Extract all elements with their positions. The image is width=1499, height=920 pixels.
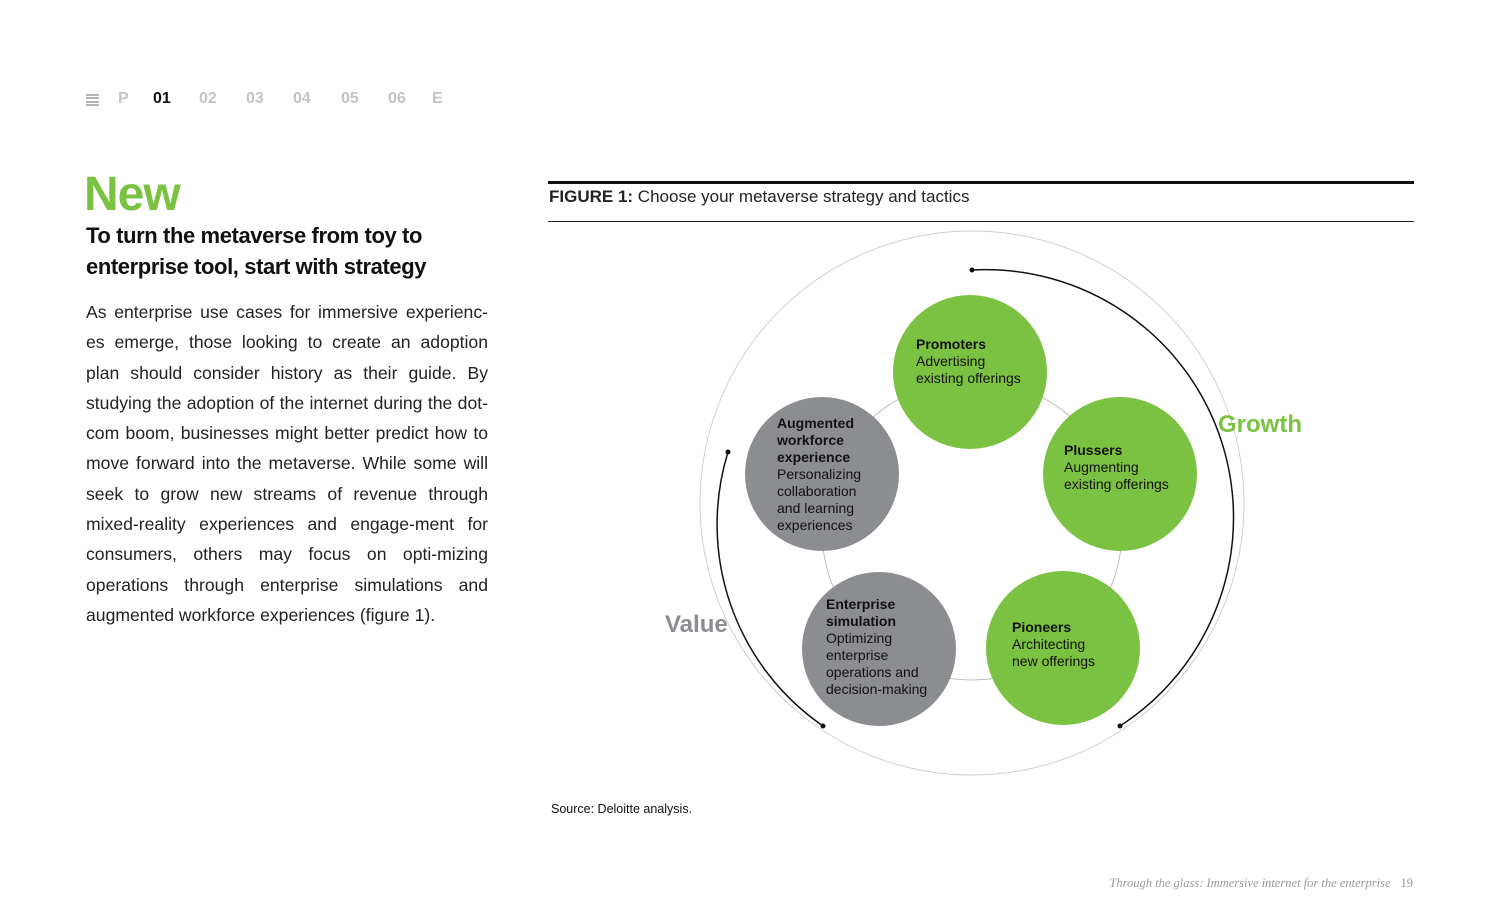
growth-arc-start-dot [970,268,975,273]
plussers-line-1: Augmenting [1064,459,1139,475]
growth-label: Growth [1218,411,1302,438]
value-arc-end-dot [821,724,826,729]
footer-publication: Through the glass: Immersive internet for the enterprise [1109,876,1391,890]
pioneers-line-2: new offerings [1012,653,1096,669]
section-nav [86,90,443,110]
enterprise-simulation-line-2: enterprise [826,647,889,663]
augmented-workforce-line-1: Personalizing [777,466,862,482]
nav-item-02[interactable]: 02 [199,90,217,107]
enterprise-simulation-heading-2: simulation [826,613,897,629]
section-title: New [84,168,180,221]
pioneers-heading: Pioneers [1012,619,1072,635]
figure-top-rule [548,181,1414,184]
plussers-line-2: existing offerings [1064,476,1169,492]
figure-source: Source: Deloitte analysis. [551,802,693,816]
body-paragraph: As enterprise use cases for immersive experienc-es emerge, those looking to create an adoption plan should consider history as their guide. By studying the adoption of the internet during the dot-com boom, businesses might better predict how to move forward into the metaverse. While some will seek to grow new streams of revenue through mixed-reality experiences and engage-ment for consumers, others may focus on opti-mizing operations through enterprise simulations and augmented workforce experiences (figure 1). [86,302,488,625]
enterprise-simulation-heading-1: Enterprise [826,596,896,612]
value-arc-start-dot [726,450,731,455]
page-number: 19 [1400,876,1413,890]
value-label: Value [665,611,728,638]
enterprise-simulation-line-1: Optimizing [826,630,893,646]
figure-title-text: Choose your metaverse strategy and tactics [637,187,970,206]
section-subtitle: To turn the metaverse from toy to enterprise tool, start with strategy [86,223,427,279]
enterprise-simulation-line-3: operations and [826,664,919,680]
augmented-workforce-line-4: experiences [777,517,853,533]
augmented-workforce-heading-3: experience [777,449,851,465]
figure-bottom-rule [548,221,1414,222]
figure-label: FIGURE 1: [549,187,634,206]
strategy-diagram [500,230,1360,790]
nav-item-e[interactable]: E [432,90,443,107]
nav-item-03[interactable]: 03 [246,90,264,107]
nav-item-05[interactable]: 05 [341,90,359,107]
growth-arc-end-dot [1118,724,1123,729]
nav-item-06[interactable]: 06 [388,90,406,107]
augmented-workforce-line-2: collaboration [777,483,857,499]
augmented-workforce-line-3: and learning [777,500,855,516]
plussers-heading: Plussers [1064,442,1123,458]
promoters-heading: Promoters [916,336,987,352]
pioneers-line-1: Architecting [1012,636,1086,652]
enterprise-simulation-line-4: decision-making [826,681,928,697]
nav-item-04[interactable]: 04 [293,90,311,107]
augmented-workforce-heading-2: workforce [777,432,844,448]
menu-icon[interactable] [86,94,99,106]
figure-title [549,187,969,207]
nav-item-p[interactable]: P [118,90,129,107]
promoters-line-1: Advertising [916,353,986,369]
nav-item-01[interactable]: 01 [153,90,171,107]
page-footer [1109,876,1413,891]
promoters-line-2: existing offerings [916,370,1021,386]
augmented-workforce-heading-1: Augmented [777,415,854,431]
